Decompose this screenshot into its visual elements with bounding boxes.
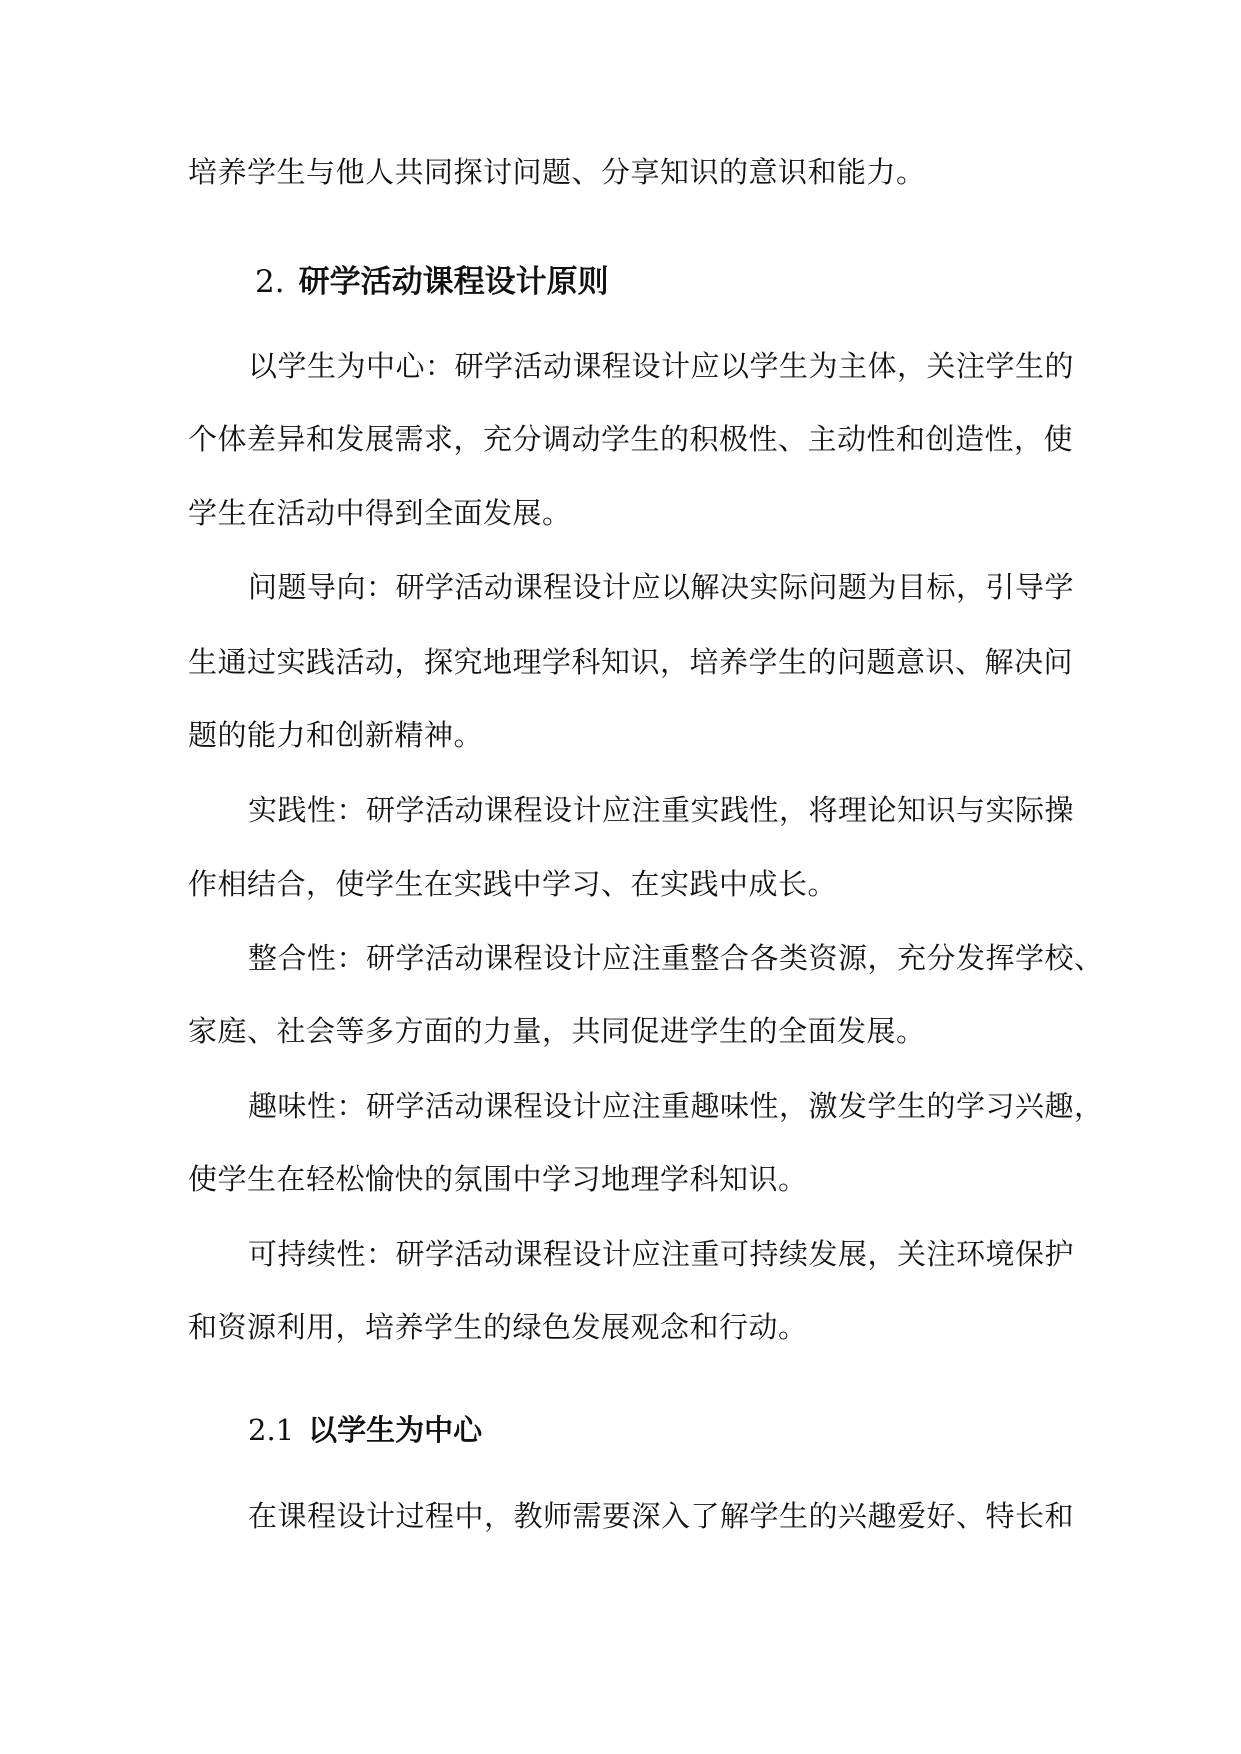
section-heading [255,260,609,304]
subsection-title: 以学生为中心 [308,1413,483,1447]
paragraph-line: 题的能力和创新精神。 [188,718,484,752]
paragraph-line: 趣味性：研学活动课程设计应注重趣味性，激发学生的学习兴趣， [248,1089,1104,1123]
subsection-heading [248,1410,482,1450]
subsection-number: 2.1 [248,1413,295,1447]
paragraph-line: 实践性：研学活动课程设计应注重实践性，将理论知识与实际操 [248,793,1075,827]
paragraph-line: 家庭、社会等多方面的力量，共同促进学生的全面发展。 [188,1014,926,1048]
paragraph-line: 生通过实践活动，探究地理学科知识，培养学生的问题意识、解决问 [188,645,1074,679]
paragraph-line: 个体差异和发展需求，充分调动学生的积极性、主动性和创造性，使 [188,422,1074,456]
paragraph-line: 学生在活动中得到全面发展。 [188,496,572,530]
paragraph-line: 和资源利用，培养学生的绿色发展观念和行动。 [188,1310,808,1344]
paragraph-line: 以学生为中心：研学活动课程设计应以学生为主体，关注学生的 [248,349,1075,383]
paragraph-line: 使学生在轻松愉快的氛围中学习地理学科知识。 [188,1162,808,1196]
paragraph-line: 整合性：研学活动课程设计应注重整合各类资源，充分发挥学校、 [248,941,1104,975]
final-line: 在课程设计过程中，教师需要深入了解学生的兴趣爱好、特长和 [248,1499,1075,1533]
intro-line: 培养学生与他人共同探讨问题、分享知识的意识和能力。 [188,155,926,189]
paragraph-line: 可持续性：研学活动课程设计应注重可持续发展，关注环境保护 [248,1237,1075,1271]
paragraph-line: 问题导向：研学活动课程设计应以解决实际问题为目标，引导学 [248,570,1075,604]
section-title: 研学活动课程设计原则 [298,264,609,300]
paragraph-line: 作相结合，使学生在实践中学习、在实践中成长。 [188,867,838,901]
section-number: 2. [255,264,285,300]
